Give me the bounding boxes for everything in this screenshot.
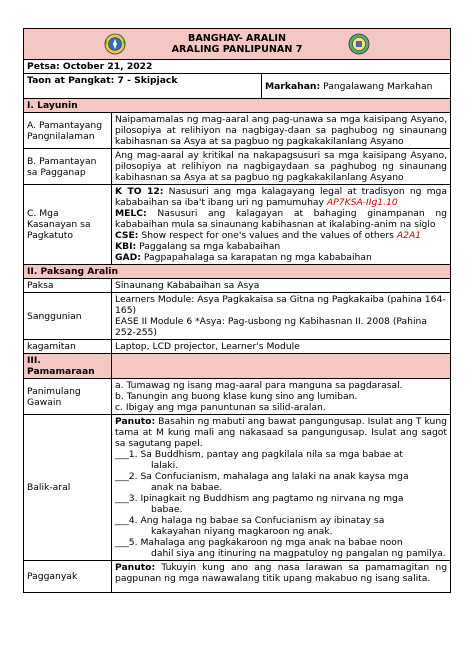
taon-row bbox=[24, 74, 451, 99]
instructions-text: Basahin ng mabuti ang bawat pangungusap. Isulat ang T kung tama at M kung mali ang nakasaad sa pangungusap. Isulat ang sagot sa sagutang papel. bbox=[115, 416, 448, 449]
document-header bbox=[24, 29, 451, 60]
row-label-kasanayan: C. Mga Kasanayan sa Pagkatuto bbox=[24, 185, 112, 265]
row-label-balik-aral: Balik-aral bbox=[24, 415, 112, 561]
k12-text: Nasusuri ang mga kalagayang legal at tradisyon ng mga kababaihan sa iba't ibang uri ng pamumuhay bbox=[115, 186, 448, 208]
quiz-item bbox=[115, 449, 447, 471]
k12-code: AP7KSA-IIg1.10 bbox=[326, 197, 398, 208]
instructions-text: Tukuyin kung ano ang nasa larawan sa pamamagitan ng pagpunan ng mga nawawalang titik upang makabuo ng isang salita. bbox=[115, 562, 448, 584]
quarter-field bbox=[262, 74, 451, 99]
quiz-item-text: ___3. Ipinagkait ng Buddhism ang pagtamo ng nirvana ng mga bbox=[115, 493, 404, 504]
row-label-kagamitan: kagamitan bbox=[24, 340, 112, 354]
quiz-item-continuation: lalaki. bbox=[151, 460, 179, 471]
section-heading-pamamaraan: III. Pamamaraan bbox=[24, 354, 112, 379]
lesson-plan-page bbox=[23, 28, 450, 593]
k12-label: K TO 12: bbox=[115, 186, 164, 197]
row-content-balik-aral bbox=[112, 415, 451, 561]
cse-competency bbox=[115, 230, 447, 241]
kagamitan-row bbox=[24, 340, 451, 354]
quiz-item-text: ___1. Sa Buddhism, pantay ang pagkilala nila sa mga babae at bbox=[115, 449, 404, 460]
instructions-label: Panuto: bbox=[115, 562, 156, 573]
pagganyak-row bbox=[24, 561, 451, 593]
reference-item: Learners Module: Asya Pagkakaisa sa Gitna ng Pagkakaiba (pahina 164-165) bbox=[115, 294, 446, 316]
lesson-plan-table bbox=[23, 28, 451, 593]
kbi-competency bbox=[115, 241, 447, 252]
section-heading-paksang: II. Paksang Aralin bbox=[24, 265, 451, 279]
row-content-pamantayang: Naipamamalas ng mag-aaral ang pag-unawa sa mga kaisipang Asyano, pilosopiya at relihiyon na nagbigay-daan sa paghubog ng sinaunang kabihasnan sa Asya at sa pagbuo ng pagkakakilanlang Asyano bbox=[112, 113, 451, 149]
pamantayang-row bbox=[24, 113, 451, 149]
row-label-sanggunian: Sanggunian bbox=[24, 293, 112, 340]
row-content-pagganap: Ang mag-aaral ay kritikal na nakapagsusuri sa mga kaisipang Asyano, pilosopiya at relihiyon na nagbigaydaan sa paghubog ng sinaunang kabihasnan sa Asya at sa pagbuo ng pagkakakilanlang Asyano bbox=[112, 149, 451, 185]
petsa-row bbox=[24, 60, 451, 74]
melc-competency bbox=[115, 208, 447, 230]
pamamaraan-heading-row bbox=[24, 354, 451, 379]
row-content-sanggunian bbox=[112, 293, 451, 340]
row-label-pagganap: B. Pamantayan sa Pagganap bbox=[24, 149, 112, 185]
row-content-pagganyak bbox=[112, 561, 451, 593]
sanggunian-row bbox=[24, 293, 451, 340]
kbi-label: KBI: bbox=[115, 241, 137, 252]
header-title-line2: ARALING PANLIPUNAN 7 bbox=[171, 44, 303, 55]
row-label-panimulang: Panimulang Gawain bbox=[24, 379, 112, 415]
row-label-pamantayang: A. Pamantayang Pangnilalaman bbox=[24, 113, 112, 149]
quiz-item bbox=[115, 537, 447, 559]
paksang-heading-row bbox=[24, 265, 451, 279]
kbi-text: Paggalang sa mga kababaihan bbox=[139, 241, 281, 252]
balik-aral-instructions bbox=[115, 416, 447, 449]
quiz-item-text: ___4. Ang halaga ng babae sa Confucianism ay ibinatay sa bbox=[115, 515, 385, 526]
date-field: Petsa: October 21, 2022 bbox=[24, 60, 451, 74]
row-label-pagganyak: Pagganyak bbox=[24, 561, 112, 593]
quiz-item-continuation: kakayahan niyang magkaroon ng anak. bbox=[151, 526, 333, 537]
panimulang-row bbox=[24, 379, 451, 415]
k12-competency bbox=[115, 186, 447, 208]
row-content-kagamitan: Laptop, LCD projector, Learner's Module bbox=[112, 340, 451, 354]
gad-competency bbox=[115, 252, 447, 263]
row-content-paksa: Sinaunang Kababaihan sa Asya bbox=[112, 279, 451, 293]
balik-aral-row bbox=[24, 415, 451, 561]
gad-label: GAD: bbox=[115, 252, 141, 263]
quiz-item bbox=[115, 515, 447, 537]
section-heading-layunin: I. Layunin bbox=[24, 99, 451, 113]
quiz-item-continuation: dahil siya ang itinuring na magpatuloy ng pangalan ng pamilya. bbox=[151, 548, 446, 559]
gad-text: Pagpapahalaga sa karapatan ng mga kababaihan bbox=[143, 252, 372, 263]
quarter-label: Markahan: bbox=[265, 80, 321, 92]
school-seal-icon bbox=[104, 33, 126, 55]
cse-text: Show respect for one's values and the values of others bbox=[141, 230, 394, 241]
quarter-value: Pangalawang Markahan bbox=[323, 80, 433, 92]
cse-label: CSE: bbox=[115, 230, 139, 241]
row-label-paksa: Paksa bbox=[24, 279, 112, 293]
pagganap-row bbox=[24, 149, 451, 185]
row-content-panimulang bbox=[112, 379, 451, 415]
quiz-item bbox=[115, 493, 447, 515]
grade-section-field: Taon at Pangkat: 7 - Skipjack bbox=[24, 74, 262, 99]
row-content-kasanayan bbox=[112, 185, 451, 265]
melc-label: MELC: bbox=[115, 208, 147, 219]
activity-item: b. Tanungin ang buong klase kung sino ang lumiban. bbox=[115, 391, 358, 402]
quiz-item-text: ___2. Sa Confucianism, mahalaga ang lalaki na anak kaysa mga bbox=[115, 471, 409, 482]
layunin-heading-row bbox=[24, 99, 451, 113]
kasanayan-row bbox=[24, 185, 451, 265]
quiz-item bbox=[115, 471, 447, 493]
reference-item: EASE II Module 6 *Asya: Pag-usbong ng Kabihasnan II. 2008 (Pahina 252-255) bbox=[115, 316, 427, 338]
division-seal-icon bbox=[348, 33, 370, 55]
activity-item: a. Tumawag ng isang mag-aaral para manguna sa pagdarasal. bbox=[115, 380, 403, 391]
quiz-item-continuation: babae. bbox=[151, 504, 183, 515]
melc-text: Nasusuri ang kalagayan at bahaging ginampanan ng kababaihan mula sa sinaunang kabihasnan at ikalabing-anim na siglo bbox=[115, 208, 448, 230]
header-title-line1: BANGHAY- ARALIN bbox=[188, 33, 286, 44]
cse-code: A2A1 bbox=[396, 230, 422, 241]
activity-item: c. Ibigay ang mga panuntunan sa silid-aralan. bbox=[115, 402, 326, 413]
header-row bbox=[24, 29, 451, 60]
quiz-item-continuation: anak na babae. bbox=[151, 482, 223, 493]
quiz-item-text: ___5. Mahalaga ang pagkakaroon ng mga anak na babae noon bbox=[115, 537, 403, 548]
instructions-label: Panuto: bbox=[115, 416, 156, 427]
paksa-row bbox=[24, 279, 451, 293]
section-heading-filler bbox=[112, 354, 451, 379]
